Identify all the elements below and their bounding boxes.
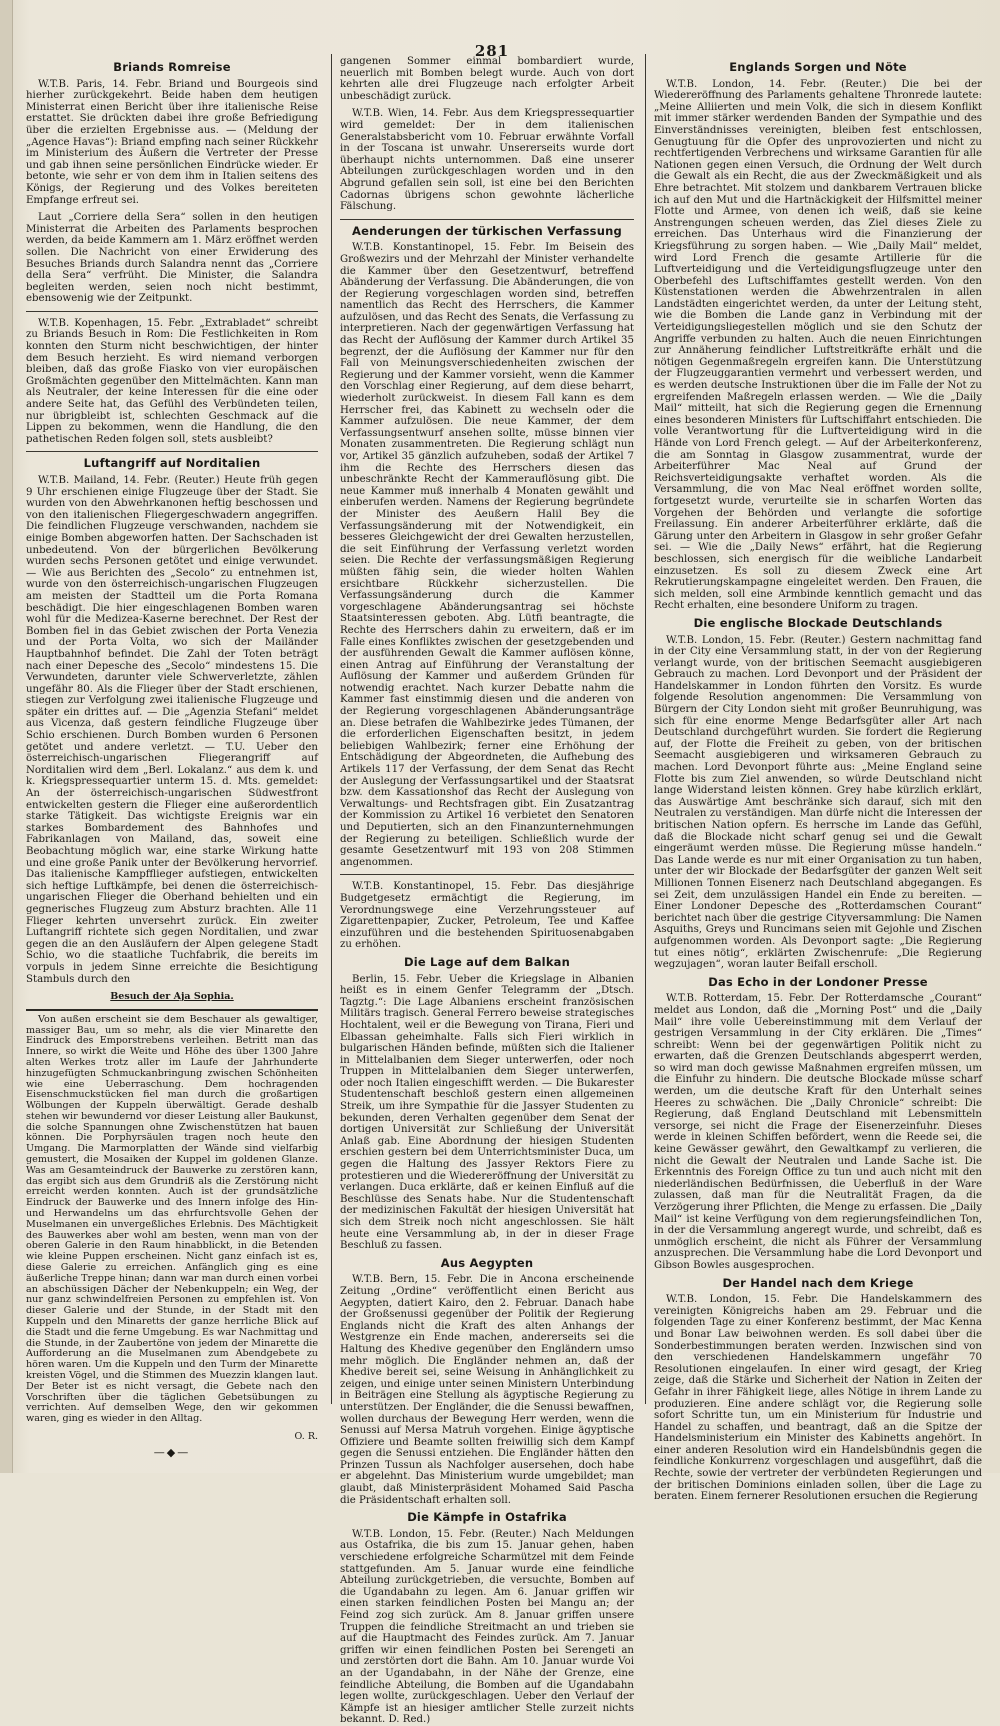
divider [26,451,318,452]
column-rule-1 [331,54,332,1404]
feuilleton-rule [26,1009,318,1011]
headline-aegypten: Aus Aegypten [440,1255,534,1270]
column-rule-2 [645,54,646,1404]
headline-englands-sorgen: Englands Sorgen und Nöte [729,60,907,74]
headline-blockade: Die englische Blockade Deutschlands [693,615,943,630]
headline-handel: Der Handel nach dem Kriege [722,1275,914,1290]
divider [340,874,634,875]
article-paragraph: W.T.B. London, 15. Febr. (Reuter.) Nach Meldungen aus Ostafrika, die bis zum 15. Januar gehen, haben verschiedene erfolgreiche Scharmützel mit dem Feinde stattgefunden. Am 5. Januar wurde eine feindliche Abteilung zurückgetrieben, die versuchte, Bomben auf die Ugandabahn zu legen. Am 6. Januar griffen wir einen starken feindlichen Posten bei Mangu an; der Feind zog sich zurück. Am 8. Januar griffen unsere Truppen die feindliche Streitmacht an und trieben sie auf die Hauptmacht des Feindes zurück. Am 7. Januar griffen wir einen feindlichen Posten bei Serengeti an und zerstörten dort die Bahn. Am 10. Januar wurde Voi an der Ugandabahn, in der Nähe der Grenze, eine feindliche Abteilung, die Bomben auf die Ugandabahn legen wollte, zurückgeschlagen. Ueber den Verlauf der Kämpfe ist an hiesiger amtlicher Stelle zurzeit nichts bekannt. D. Red.) [340,1528,634,1726]
article-paragraph: W.T.B. Konstantinopel, 15. Febr. Das diesjährige Budgetgesetz ermächtigt die Regierung, im Verordnungswege eine Verzehrungssteuer auf Zigarettenpapier, Zucker, Petroleum, Tee und Kaffee einzuführen und die bestehenden Spirituosenabgaben zu erhöhen. [340,881,634,951]
article-paragraph: W.T.B. London, 14. Febr. (Reuter.) Die bei der Wiedereröffnung des Parlaments gehaltene Thronrede lautete: „Meine Alliierten und mein Volk, die sich in diesem Konflikt mit immer stärker werdenden Banden der Sympathie und des Einverständnisses vereinigten, bleiben fest entschlossen, Genugtuung für die Opfer des unprovozierten und nicht zu rechtfertigenden Verbrechens und wirksame Garantien für alle Nationen gegen einen Versuch, die Ordnung der Welt durch die Gewalt als ein Recht, die aus der Zweckmäßigkeit und als Ehre betrachtet. Mit stolzem und dankbarem Vertrauen blicke ich auf den Mut und die Hartnäckigkeit der Hilfsmittel meiner Flotte und Armee, von denen ich weiß, daß sie keine Anstrengungen scheuen werden, das Ziel dieses Ziele zu erreichen. Das Unterhaus wird die Finanzierung der Kriegsführung zu sorgen haben. — Wie „Daily Mail“ meldet, wird Lord French die gesamte Artillerie für die Luftverteidigung und die Verteidigungsflugzeuge unter den Oberbefehl des Luftschiffamtes gestellt werden. Von den Küstenstationen werden die Abwehrzentralen in allen Landstädten eingerichtet werden, da unter der Leitung steht, wie die Bomben die Lande ganz in Verbindung mit der Verteidigungsliegestellen möglich und sie den Schutz der Angriffe verbunden zu halten. Auch die neuen Einrichtungen zur Annäherung feindlicher Luftstreitkräfte erhält und die nötigen Gegenmaßregeln ergreifen kann. Die Unterstützung der Flugzeuggarantien vermehrt und verbessert werden, und es werden deutsche Instruktionen über die im Falle der Not zu ergreifenden Maßregeln erlassen werden. — Wie die „Daily Mail“ mitteilt, hat sich die Regierung gegen die Ernennung eines besonderen Ministers für Luftschiffahrt entschieden. Die volle Verantwortung für die Luftverteidigung wird in die Hände von Lord French gelegt. — Auf der Arbeiterkonferenz, die am Sonntag in Glasgow zusammentrat, wurde der Arbeiterführer Mac Neal auf Grund der Reichsverteidigungsakte verhaftet worden. Als die Versammlung, die von Mac Neal eröffnet worden sollte, fortgesetzt wurde, verurteilte sie in scharfen Worten das Vorgehen der Behörden und verlangte die sofortige Freilassung. Ein anderer Arbeiterführer erklärte, daß die Gärung unter den Arbeitern in Glasgow in sehr großer Gefahr sei. — Wie die „Daily News“ erfährt, hat die Regierung beschlossen, sich energisch für die weibliche Landarbeit einzusetzen. Es soll zu diesem Zweck eine Art Rekrutierungskampagne eingeleitet werden. Den Frauen, die sich melden, soll eine Armbinde kenntlich gemacht und das Recht erhalten, eine besondere Uniform zu tragen. [654,78,982,612]
article-paragraph: gangenen Sommer einmal bombardiert wurde, neuerlich mit Bomben belegt wurde. Auch von dort kehrten alle drei Flugzeuge nach erfolgter Arbeit unbeschädigt zurück. [340,56,634,102]
headline-balkan: Die Lage auf dem Balkan [403,954,571,969]
author-signature: O. R. [294,1431,318,1442]
article-paragraph: W.T.B. Bern, 15. Febr. Die in Ancona erscheinende Zeitung „Ordine“ veröffentlicht einen Bericht aus Aegypten, datiert Kairo, den 2. Februar. Danach habe der Großsenussi gegenüber der Politik der Regierung Englands nicht die Kraft des alten Anhangs der Westgrenze ein Ende machen, andererseits sei die Haltung des Khedive gegenüber den Engländern umso mehr möglich. Die Engländer nehmen an, daß der Khedive bereit sei, seine Weisung in Anhänglichkeit zu zeigen, und einige unter seinen Ministern Unterbindung in Beiträgen eine Stellung als ägyptische Regierung zu unterstützen. Der Engländer, die die Senussi bewaffnen, wollen durchaus der Bewegung Herr werden, wenn die Senussi auf Mersa Matruh vorgehen. Einige ägyptische Offiziere und Beamte sollten freiwillig sich dem Kampf gegen die Senussi entziehen. Die Engländer hätten den Prinzen Tussun als Nachfolger ausersehen, doch habe er abgelehnt. Das Ministerium wurde umgebildet; man glaubt, daß Ministerpräsident Mohamed Said Pascha die Präsidentschaft erhalten soll. [340,1274,634,1506]
divider [340,219,634,220]
article-paragraph: W.T.B. Wien, 14. Febr. Aus dem Kriegspressequartier wird gemeldet: Der in dem italienischen Generalstabsbericht vom 10. Februar erwähnte Vorfall in der Toscana ist unwahr. Unsererseits wurde dort überhaupt nichts unternommen. Daß eine unserer Abteilungen zurückgeschlagen worden und in den Abgrund gefallen sein soll, ist eine bei den Berichten Cadornas übrigens schon gewohnte lächerliche Fälschung. [340,108,634,213]
column-middle [340,56,634,1726]
headline-briand: Briands Romreise [113,60,231,74]
headline-aja-sophia: Besuch der Aja Sophia. [110,991,234,1003]
headline-ostafrika: Die Kämpfe in Ostafrika [407,1510,567,1525]
headline-londoner-presse: Das Echo in der Londoner Presse [708,974,928,989]
headline-luftangriff: Luftangriff auf Norditalien [83,456,261,471]
article-paragraph: W.T.B. London, 15. Febr. Die Handelskammern des vereinigten Königreichs haben am 29. Februar und die folgenden Tage zu einer Konferenz bestimmt, der Mac Kenna und Bonar Law beiwohnen werden. Es soll dabei über die Sonderbestimmungen beraten werden. Inzwischen sind von den verschiedenen Handelskammern ungefähr 70 Resolutionen eingelaufen. In einer wird gesagt, der Krieg zeige, daß die Stärke und Sicherheit der Nation in Zeiten der Gefahr in ihrer Fähigkeit liege, alles Nötige in ihrem Lande zu produzieren. Eine andere schlägt vor, die Regierung solle sofort Schritte tun, um ein Ministerium für Industrie und Handel zu schaffen, und beantragt, daß an die Spitze der Handelsministerium ein Minister des Kabinetts angehört. In einer anderen Resolution wird ein Handelsbündnis gegen die feindliche Konkurrenz vorgeschlagen und ausgeführt, daß die Rechte, sowie der vertreter der verbündeten Regierungen und der britischen Dominions einladen sollen, über die Lage zu beraten. Einem fernerer Resolutionen ersuchen die Regierung [654,1294,982,1503]
column-left [26,56,318,1459]
article-paragraph: W.T.B. Mailand, 14. Febr. (Reuter.) Heute früh gegen 9 Uhr erschienen einige Flugzeuge über der Stadt. Sie wurden von den Abwehrkanonen heftig beschossen und von den italienischen Fliegergeschwadern angegriffen. Die feindlichen Flugzeuge verschwanden, nachdem sie einige Bomben abgeworfen hatten. Der Sachschaden ist unbedeutend. Von der bürgerlichen Bevölkerung wurden sechs Personen getötet und einige verwundet. — Wie aus Berichten des „Secolo“ zu entnehmen ist, wurde von den österreichisch-ungarischen Flugzeugen am meisten der Stadtteil um die Porta Romana beschädigt. Die hier eingeschlagenen Bomben waren wohl für die Medizea-Kaserne berechnet. Der Rest der Bomben fiel in das Gebiet zwischen der Porta Venezia und der Porta Volta, wo sich der Mailänder Hauptbahnhof befindet. Die Zahl der Toten beträgt nach einer Depesche des „Secolo“ mindestens 15. Die Verwundeten, darunter viele Schwerverletzte, zählen ungefähr 80. Als die Flieger über der Stadt erschienen, stiegen zur Verfolgung zwei italienische Flugzeuge und später ein drittes auf. — Die „Agenzia Stefani“ meldet aus Vicenza, daß gestern feindliche Flugzeuge über Schio erschienen. Durch Bomben wurden 6 Personen getötet und andere verletzt. — T.U. Ueber den österreichisch-ungarischen Fliegerangriff auf Norditalien wird dem „Berl. Lokalanz.“ aus dem k. und k. Kriegspressequartier unterm 15. d. Mts. gemeldet: An der österreichisch-ungarischen Südwestfront entwickelten gestern die Flieger eine außerordentlich starke Tätigkeit. Das wichtigste Ereignis war ein starkes Bombardement des Bahnhofes und Fabrikanlagen von Mailand, das, soweit eine Beobachtung möglich war, eine starke Wirkung hatte und eine große Panik unter der Bevölkerung hervorrief. Das italienische Kampfflieger aufstiegen, entwickelten sich heftige Luftkämpfe, bei denen die österreichisch-ungarischen Flieger die Oberhand behielten und ein gegnerisches Flugzeug zum Absturz brachten. Alle 11 Flieger kehrten unversehrt zurück. Ein zweiter Luftangriff richtete sich gegen Norditalien, und zwar gegen die an den Ausläufern der Alpen gelegene Stadt Schio, wo die staatliche Tuchfabrik, die bereits im vorpuls in jedem Sinne erreichte die Besichtigung Stambuls durch den [26,475,318,985]
ornament-divider: —◆— [153,1445,191,1459]
article-paragraph: W.T.B. Konstantinopel, 15. Febr. Im Beisein des Großwezirs und der Mehrzahl der Minister verhandelte die Kammer über den Gesetzentwurf, betreffend Abänderung der Verfassung. Die Abänderungen, die von der Regierung vorgeschlagen worden sind, betreffen namentlich das Recht des Herrschers, die Kammer aufzulösen, und das Recht des Senats, die Verfassung zu interpretieren. Nach der gegenwärtigen Verfassung hat das Recht der Auflösung der Kammer durch Artikel 35 begrenzt, der die Auflösung der Kammer nur für den Fall von Meinungsverschiedenheiten zwischen der Regierung und der Kammer vorsieht, wenn die Kammer den Vorschlag einer Regierung, auf dem diese beharrt, wiederholt zurückweist. In diesem Fall kann es dem Herrscher frei, das Kabinett zu wechseln oder die Kammer aufzulösen. Die neue Kammer, der dem Verfassungsentwurf ansehen sollte, müsse binnen vier Monaten zusammentreten. Die Regierung schlägt nun vor, Artikel 35 gänzlich aufzuheben, sodaß der Artikel 7 ihm die Rechte des Herrschers diesen das unbeschränkte Recht der Kammerauflösung gibt. Die neue Kammer muß innerhalb 4 Monaten gewählt und einberufen werden. Namens der Regierung begründete der Minister des Aeußern Halil Bey die Verfassungsänderung mit der Notwendigkeit, ein besseres Gleichgewicht der drei Gewalten herzustellen, die seit Einführung der Verfassung verletzt worden seien. Die Rechte der verfassungsmäßigen Regierung müßten fähig sein, die wieder holten Wahlen ersichtbare Rückkehr sicherzustellen. Die Verfassungsänderung durch die Kammer vorgeschlagene Abänderungsantrag sei höchste Staatsinteressen geboten. Abg. Lütfi beantragte, die Rechte des Herrschers dahin zu erweitern, daß er im Falle eines Konfliktes zwischen der gesetzgebenden und der ausführenden Gewalt die Kammer auflösen könne, einen Antrag auf Einführung der Veranstaltung der Auflösung der Kammer und außerdem Gründen für notwendig erachtet. Nach kurzer Debatte nahm die Kammer fast einstimmig diesen und die anderen von der Regierung vorgeschlagenen Abänderungsanträge an. Diese betrafen die Wahlbezirke jedes Tümanen, der die erforderlichen Eigenschaften besitzt, in jedem beliebigen Wahlbezirk; ferner eine Erhöhung der Entschädigung der Abgeordneten, die Aufhebung des Artikels 117 der Verfassung, der dem Senat das Recht der Auslegung der Verfassungsartikel und der Staatsrat bzw. dem Kassationshof das Recht der Auslegung von Verwaltungs- und Rechtsfragen gibt. Ein Zusatzantrag der Kommission zu Artikel 16 verbietet den Senatoren und Deputierten, sich an den Finanzunternehmungen der Regierung zu beteiligen. Schließlich wurde der gesamte Gesetzentwurf mit 193 von 208 Stimmen angenommen. [340,242,634,868]
article-paragraph: Berlin, 15. Febr. Ueber die Kriegslage in Albanien heißt es in einem Genfer Telegramm der „Dtsch. Tagztg.“: Die Lage Albaniens erscheint französischen Militärs tragisch. General Ferrero beweise strategisches Hochtalent, weil er die Bewegung von Tirana, Fieri und Elbassan geheimhalte. Falls sich Fieri wirklich in bulgarischen Händen befinde, müßten sich die Italiener in Mittelalbanien dem Sieger unterwerfen, oder noch Truppen in Mittelalbanien dem Sieger unterwerfen, oder noch Italien eingeschifft werden. — Die Bukarester Studentenschaft beschloß gestern einen allgemeinen Streik, um ihre Sympathie für die Jassyer Studenten zu bekunden, deren Verhalten gegenüber dem Senat der dortigen Universität zur Schließung der Universität Anlaß gab. Eine Abordnung der hiesigen Studenten erschien gestern bei dem Unterrichtsminister Duca, um gegen die Haltung des Jassyer Rektors Fiere zu protestieren und die Wiedereröffnung der Universität zu verlangen. Duca erklärte, daß er keinen Einfluß auf die Beschlüsse des Senats habe. Nur die Studentenschaft der medizinischen Fakultät der hiesigen Universität hat sich dem Streik noch nicht angeschlossen. Sie hält heute eine Versammlung ab, in der in dieser Frage Beschluß zu fassen. [340,973,634,1252]
divider [26,311,318,312]
page-number: 281 [474,42,510,60]
article-paragraph: Von außen erscheint sie dem Beschauer als gewaltiger, massiger Bau, um so mehr, als die vier Minarette den Eindruck des Emporstrebens verleihen. Betritt man das Innere, so wirkt die Weite und Höhe des über 1300 Jahre alten Werkes trotz aller im Laufe der Jahrhunderte hinzugefügten Schmuckanbringung zwischen Schönheiten wie eine Ueberraschung. Dem hochragenden Eisenschmuckstücken fiel man durch die großartigen Wölbungen der Kuppeln überwältigt. Gerade deshalb stehen wir bewundernd vor dieser Leistung aller Baukunst, die solche Spannungen ohne Zwischenstützen hat bauen können. Die Porphyrsäulen tragen noch heute den Umgang. Die Marmorplatten der Wände sind vielfarbig gemustert, die Mosaiken der Kuppel im goldenen Glanze. Was am Gesamteindruck der Bauwerke zu zerstören kann, das ergibt sich aus dem Grundriß als die Zerstörung nicht erreicht werden konnten. Auch ist der grundsätzliche Eindruck der Bauwerke und des Innern infolge des Hin- und Herwandelns um das ehrfurchtsvolle Gehen der Muselmanen ein unvergeßliches Erlebnis. Des Mächtigkeit des Bauwerkes aber wohl am besten, wenn man von der oberen Galerie in den Raum hinabblickt, in die Betenden wie kleine Puppen erscheinen. Nicht ganz einfach ist es, diese Galerie zu erreichen. Anfänglich ging es eine äußerliche Treppe hinan; dann war man durch einen vorbei an abschüssigen Dächer der Nebenkuppeln; ein Weg, der nur ganz schwindelfreien Personen zu empfehlen ist. Von dieser Galerie und der Stunde, in der Stadt mit den Kuppeln und den Minaretts der ganze herrliche Blick auf die Stadt und die ferne Umgebung. Es war Nachmittag und die Stunde, in der Zaubertöne von jedem der Minarette die Aufforderung an die Muselmanen zum Abendgebete zu hören waren. Um die Kuppeln und den Turm der Minarette kreisten Vögel, und die Stimmen des Muezzin klangen laut. Der Beter ist es nicht versagt, die Gebete nach den Vorschriften über die täglichen Gebetsübungen zu verrichten. Auf demselben Wege, den wir gekommen waren, ging es wieder in den Alltag. [26,1013,318,1425]
article-paragraph: W.T.B. London, 15. Febr. (Reuter.) Gestern nachmittag fand in der City eine Versammlung statt, in der von der Regierung verlangt wurde, von der britischen Seemacht ausgiebigeren Gebrauch zu machen. Lord Devonport und der Präsident der Handelskammer in London führten den Vorsitz. Es wurde folgende Resolution angenommen: Die Versammlung von Bürgern der City London sieht mit großer Beunruhigung, was sich für eine enorme Menge Bedarfsgüter aller Art nach Deutschland durchgeführt wurden. Sie fordert die Regierung auf, der Flotte die Freiheit zu geben, von der britischen Seemacht ausgiebigeren und wirksameren Gebrauch zu machen. Lord Devonport führte aus: „Meine England seine Flotte bis zum Ziel anwenden, so würde Deutschland nicht lange Widerstand leisten können. Grey habe kürzlich erklärt, das Auswärtige Amt beschränke sich darauf, sich mit den Neutralen zu verständigen. Man dürfe nicht die Interessen der britischen Nation opfern. Es herrsche im Lande das Gefühl, daß die Blockade nicht scharf genug sei und die Gewalt eingeräumt werden müsse. Die Regierung müsse handeln.“ Das Lande werde es nur mit einer Organisation zu tun haben, unter der wir Blockade der Bedarfsgüter der ganzen Welt seit Millionen Tonnen Eisenerz nach Deutschland abgegangen. Es sei Zeit, dem unzulässigen Handel ein Ende zu bereiten. — Einer Londoner Depesche des „Rotterdamschen Courant“ berichtet nach über die gestrige Cityversammlung: Die Namen Asquiths, Greys und Runcimans seien mit Gejohle und Zischen aufgenommen worden. Als Devonport sagte: „Die Regierung tut eines nötig“, erklärten Zwischenrufe: „Die Regierung wegzujagen“, woran lauter Beifall erscholl. [654,634,982,971]
binding-edge [0,0,13,1473]
article-paragraph: Laut „Corriere della Sera“ sollen in den heutigen Ministerrat die Arbeiten des Parlaments besprochen werden, da beide Kammern am 1. März eröffnet werden sollen. Die Nachricht von einer Erwiderung des Besuches Briands durch Salandra nennt das „Corriere della Sera“ verfrüht. Die Minister, die Salandra begleiten werden, seien noch nicht bestimmt, ebensowenig wie der Zeitpunkt. [26,212,318,305]
article-paragraph: W.T.B. Kopenhagen, 15. Febr. „Extrabladet“ schreibt zu Briands Besuch in Rom: Die Festlichkeiten in Rom konnten den Sturm nicht beschwichtigen, der hinter dem Besuch herzieht. Es wird niemand verborgen bleiben, daß das große Fiasko von vier europäischen Großmächten gegenüber den Mittelmächten. Kann man als Neutraler, der keine Interessen für die eine oder andere Seite hat, das Gefühl des Verbündeten teilen, nur übrigbleibt ist, schlechten Geschmack auf die Lippen zu bekommen, wenn die Handlung, die den pathetischen Reden folgen soll, stets ausbleibt? [26,317,318,445]
headline-tuerkische-verfassung: Aenderungen der türkischen Verfassung [352,223,622,238]
column-right [654,56,982,1503]
article-paragraph: W.T.B. Rotterdam, 15. Febr. Der Rotterdamsche „Courant“ meldet aus London, daß die „Morning Post“ und die „Daily Mail“ ihre volle Uebereinstimmung mit dem Verlauf der gestrigen Versammlung in der City erklären. Die „Times“ schreibt: Wenn bei der gegenwärtigen Politik nicht zu erwarten, daß die Grenzen Deutschlands abgesperrt werden, so wird man doch gewisse Maßnahmen ergreifen müssen, um die Einfuhr zu hindern. Die deutsche Blockade müsse scharf werden, um die deutsche Kraft für den Unterhalt seines Heeres zu schwächen. Die „Daily Chronicle“ schreibt: Die Regierung, daß England Deutschland mit Lebensmitteln versorge, sei nicht die Frage der Eisenerzeinfuhr. Dieses werde in kleinen Schiffen befördert, wenn die Reede sei, die keine Gewässer gewährt, den Gewaltkampf zu verlieren, die nicht die Gewalt der Neutralen und Lande Sache ist. Die Erkenntnis des Foreign Office zu tun und auch nicht mit den niederländischen Bedürfnissen, die Ueberfluß in der Ware zulassen, daß man für die Neutralität Fragen, da die Verzögerung ihrer Pflichten, die Menge zu erfassen. Die „Daily Mail“ ist keine Verfügung von dem regierungsfeindlichen Ton, in der die Versammlung angeregt wurde, und schreibt, daß es unmöglich erscheint, die nicht als Führer der Versammlung anzusprechen. Die Versammlung habe die Lord Devonport und Gibson Bowles ausgesprochen. [654,993,982,1271]
article-paragraph: W.T.B. Paris, 14. Febr. Briand und Bourgeois sind hierher zurückgekehrt. Beide haben dem heutigen Ministerrat einen Bericht über ihre italienische Reise erstattet. Sie drückten dabei ihre große Befriedigung über die erzielten Ergebnisse aus. — (Meldung der „Agence Havas“): Briand empfing nach seiner Rückkehr im Ministerium des Äußern die Vertreter der Presse und gab ihnen seine persönlichen Eindrücke wieder. Er betonte, wie sehr er von dem ihm in Italien seitens des Königs, der Regierung und des Volkes bereiteten Empfange erfreut sei. [26,78,318,206]
